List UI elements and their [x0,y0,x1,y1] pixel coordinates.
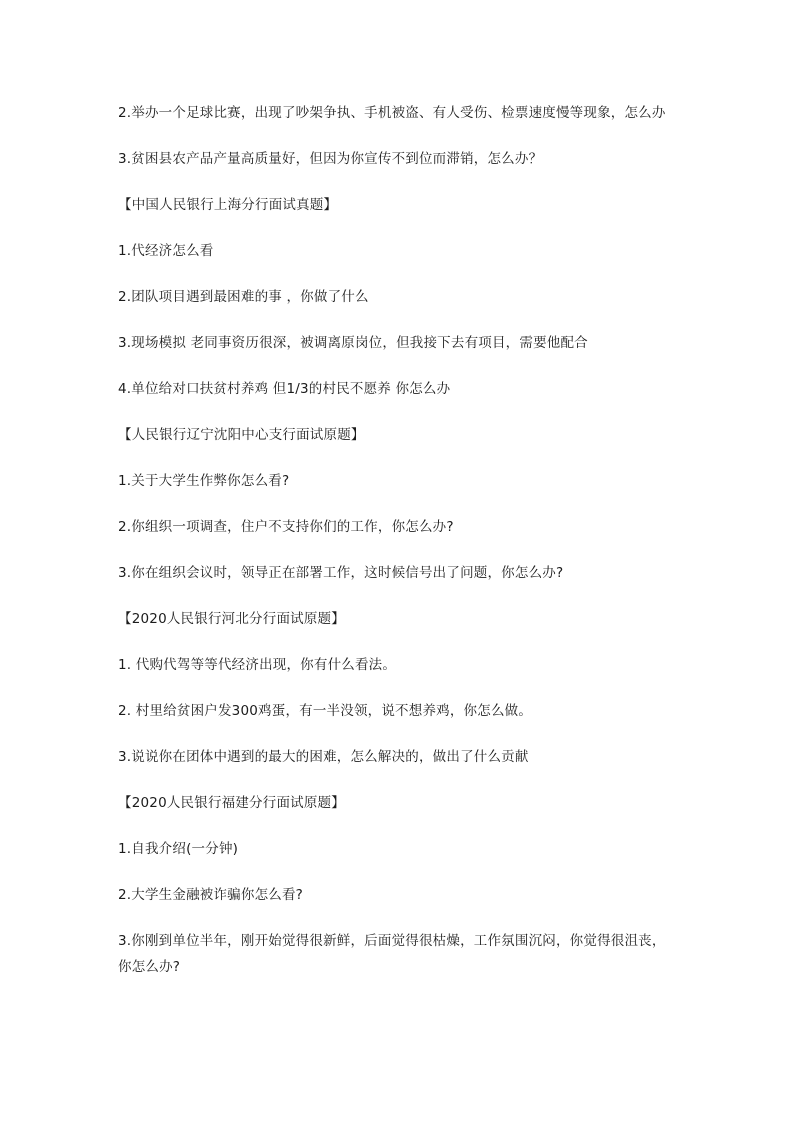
question-item: 1.代经济怎么看 [118,243,214,259]
question-item: 3.贫困县农产品产量高质量好，但因为你宣传不到位而滞销，怎么办？ [118,151,543,167]
section-heading: 【人民银行辽宁沈阳中心支行面试原题】 [118,427,365,443]
question-item: 2. 村里给贫困户发300鸡蛋，有一半没领，说不想养鸡，你怎么做。 [118,703,533,719]
question-item: 2.团队项目遇到最困难的事 ，你做了什么 [118,289,369,305]
question-item: 3.你刚到单位半年，刚开始觉得很新鲜，后面觉得很枯燥，工作氛围沉闷，你觉得很沮丧，你怎么办? [118,933,666,975]
question-item: 1.关于大学生作弊你怎么看? [118,473,290,489]
question-item: 2.大学生金融被诈骗你怎么看? [118,887,304,903]
question-item: 4.单位给对口扶贫村养鸡 但1/3的村民不愿养 你怎么办 [118,381,451,397]
question-item: 2.你组织一项调查，住户不支持你们的工作，你怎么办? [118,519,454,535]
question-item: 2.举办一个足球比赛，出现了吵架争执、手机被盗、有人受伤、检票速度慢等现象，怎么办 [118,105,666,121]
document-body [118,100,678,1000]
section-heading: 【中国人民银行上海分行面试真题】 [118,197,338,213]
question-item: 3.现场模拟 老同事资历很深，被调离原岗位，但我接下去有项目，需要他配合 [118,335,588,351]
question-item: 3.你在组织会议时，领导正在部署工作，这时候信号出了问题，你怎么办? [118,565,564,581]
question-item: 1.自我介绍(一分钟) [118,841,239,857]
section-heading: 【2020人民银行福建分行面试原题】 [118,795,345,811]
question-item: 1. 代购代驾等等代经济出现，你有什么看法。 [118,657,397,673]
section-heading: 【2020人民银行河北分行面试原题】 [118,611,345,627]
question-item: 3.说说你在团体中遇到的最大的困难，怎么解决的，做出了什么贡献 [118,749,529,765]
